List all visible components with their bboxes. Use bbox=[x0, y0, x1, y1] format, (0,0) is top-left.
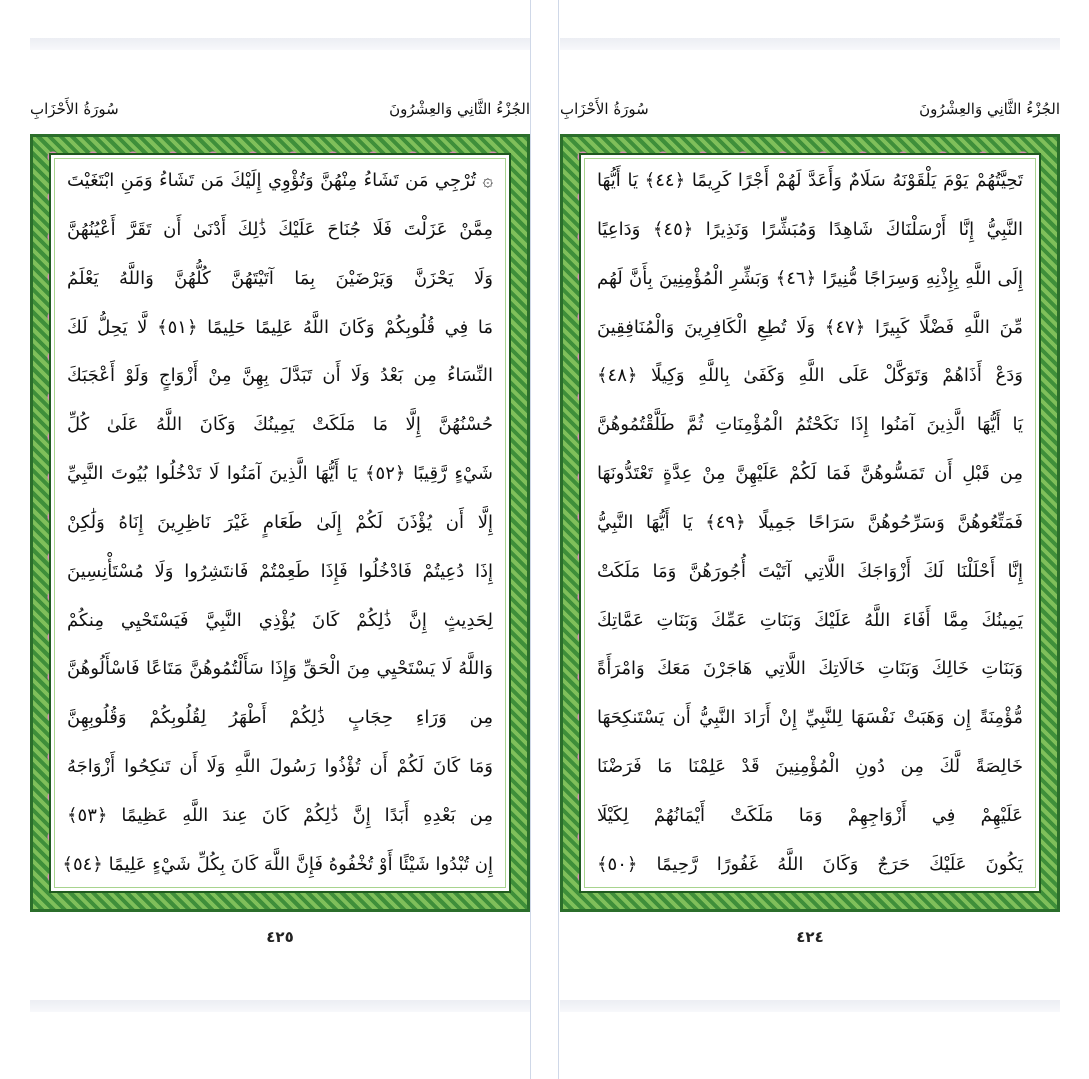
verse-line: يَكُونَ عَلَيْكَ حَرَجٌ وَكَانَ اللَّهُ غَفُورًا رَّحِيمًا ﴿٥٠﴾ bbox=[597, 853, 1023, 875]
verse-line: مِن قَبْلِ أَن تَمَسُّوهُنَّ فَمَا لَكُمْ عَلَيْهِنَّ مِنْ عِدَّةٍ تَعْتَدُّونَهَا bbox=[597, 463, 1023, 485]
verse-line: وَمَا كَانَ لَكُمْ أَن تُؤْذُوا رَسُولَ اللَّهِ وَلَا أَن تَنكِحُوا أَزْوَاجَهُ bbox=[67, 756, 493, 778]
verse-line: وَدَعْ أَذَاهُمْ وَتَوَكَّلْ عَلَى اللَّهِ وَكَفَىٰ بِاللَّهِ وَكِيلًا ﴿٤٨﴾ bbox=[597, 365, 1023, 387]
page-bottom-edge bbox=[30, 1000, 530, 1012]
surah-title: سُورَةُ الأَحْزَابِ bbox=[30, 100, 119, 118]
juz-title: الجُزْءُ الثَّانِي وَالعِشْرُونَ bbox=[389, 100, 530, 118]
verse-text-block bbox=[49, 153, 511, 893]
verse-line: ۞ تُرْجِي مَن تَشَاءُ مِنْهُنَّ وَتُؤْوِي إِلَيْكَ مَن تَشَاءُ وَمَنِ ابْتَغَيْتَ bbox=[67, 170, 493, 191]
verse-line: عَلَيْهِمْ فِي أَزْوَاجِهِمْ وَمَا مَلَكَتْ أَيْمَانُهُمْ لِكَيْلَا bbox=[597, 804, 1023, 826]
verse-line: وَلَا يَحْزَنَّ وَيَرْضَيْنَ بِمَا آتَيْتَهُنَّ كُلُّهُنَّ وَاللَّهُ يَعْلَمُ bbox=[67, 267, 493, 289]
verse-line: مِن بَعْدِهِ أَبَدًا إِنَّ ذَٰلِكُمْ كَانَ عِندَ اللَّهِ عَظِيمًا ﴿٥٣﴾ bbox=[67, 804, 493, 826]
verse-line: وَاللَّهُ لَا يَسْتَحْيِي مِنَ الْحَقِّ وَإِذَا سَأَلْتُمُوهُنَّ مَتَاعًا فَاسْأَلُوهُنَّ bbox=[67, 658, 493, 680]
verse-line: خَالِصَةً لَّكَ مِن دُونِ الْمُؤْمِنِينَ قَدْ عَلِمْنَا مَا فَرَضْنَا bbox=[597, 756, 1023, 778]
verse-text-block bbox=[579, 153, 1041, 893]
page-top-edge bbox=[560, 38, 1060, 50]
verse-line: النَّبِيُّ إِنَّا أَرْسَلْنَاكَ شَاهِدًا وَمُبَشِّرًا وَنَذِيرًا ﴿٤٥﴾ وَدَاعِيًا bbox=[597, 218, 1023, 240]
verse-line: مِمَّنْ عَزَلْتَ فَلَا جُنَاحَ عَلَيْكَ ذَٰلِكَ أَدْنَىٰ أَن تَقَرَّ أَعْيُنُهُنَّ bbox=[67, 218, 493, 240]
verse-line: إِذَا دُعِيتُمْ فَادْخُلُوا فَإِذَا طَعِمْتُمْ فَانتَشِرُوا وَلَا مُسْتَأْنِسِينَ bbox=[67, 560, 493, 582]
page-divider bbox=[530, 0, 531, 1079]
verse-line: مُّؤْمِنَةً إِن وَهَبَتْ نَفْسَهَا لِلنَّبِيِّ إِنْ أَرَادَ النَّبِيُّ أَن يَسْتَنكِحَهَا bbox=[597, 707, 1023, 729]
page-bottom-edge bbox=[560, 1000, 1060, 1012]
verse-line: لِحَدِيثٍ إِنَّ ذَٰلِكُمْ كَانَ يُؤْذِي النَّبِيَّ فَيَسْتَحْيِي مِنكُمْ bbox=[67, 609, 493, 631]
verse-line: يَا أَيُّهَا الَّذِينَ آمَنُوا إِذَا نَكَحْتُمُ الْمُؤْمِنَاتِ ثُمَّ طَلَّقْتُمُوهُنَّ bbox=[597, 414, 1023, 436]
juz-title: الجُزْءُ الثَّانِي وَالعِشْرُونَ bbox=[919, 100, 1060, 118]
page-divider bbox=[558, 0, 559, 1079]
page-number: ٤٢٥ bbox=[266, 928, 294, 946]
verse-line: مِن وَرَاءِ حِجَابٍ ذَٰلِكُمْ أَطْهَرُ لِقُلُوبِكُمْ وَقُلُوبِهِنَّ bbox=[67, 707, 493, 729]
ornamental-border bbox=[560, 134, 1060, 912]
verse-line: مِّنَ اللَّهِ فَضْلًا كَبِيرًا ﴿٤٧﴾ وَلَا تُطِعِ الْكَافِرِينَ وَالْمُنَافِقِينَ bbox=[597, 316, 1023, 338]
verse-line: تَحِيَّتُهُمْ يَوْمَ يَلْقَوْنَهُ سَلَامٌ وَأَعَدَّ لَهُمْ أَجْرًا كَرِيمًا ﴿٤٤﴾ يَا أَيُّهَا bbox=[597, 170, 1023, 191]
page-header bbox=[560, 100, 1060, 126]
verse-line: النِّسَاءُ مِن بَعْدُ وَلَا أَن تَبَدَّلَ بِهِنَّ مِنْ أَزْوَاجٍ وَلَوْ أَعْجَبَكَ bbox=[67, 365, 493, 387]
page-header bbox=[30, 100, 530, 126]
verse-line: إِلَّا أَن يُؤْذَنَ لَكُمْ إِلَىٰ طَعَامٍ غَيْرَ نَاظِرِينَ إِنَاهُ وَلَٰكِنْ bbox=[67, 511, 493, 533]
verse-line: إِلَى اللَّهِ بِإِذْنِهِ وَسِرَاجًا مُّنِيرًا ﴿٤٦﴾ وَبَشِّرِ الْمُؤْمِنِينَ بِأَنَّ لَهُم bbox=[597, 267, 1023, 289]
page-top-edge bbox=[30, 38, 530, 50]
verse-line: مَا فِي قُلُوبِكُمْ وَكَانَ اللَّهُ عَلِيمًا حَلِيمًا ﴿٥١﴾ لَّا يَحِلُّ لَكَ bbox=[67, 316, 493, 338]
page-number: ٤٢٤ bbox=[796, 928, 824, 946]
verse-line: فَمَتِّعُوهُنَّ وَسَرِّحُوهُنَّ سَرَاحًا جَمِيلًا ﴿٤٩﴾ يَا أَيُّهَا النَّبِيُّ bbox=[597, 511, 1023, 533]
quran-page-right bbox=[560, 38, 1060, 1048]
verse-line: وَبَنَاتِ خَالِكَ وَبَنَاتِ خَالَاتِكَ اللَّاتِي هَاجَرْنَ مَعَكَ وَامْرَأَةً bbox=[597, 658, 1023, 680]
surah-title: سُورَةُ الأَحْزَابِ bbox=[560, 100, 649, 118]
ornamental-border bbox=[30, 134, 530, 912]
quran-page-left bbox=[30, 38, 530, 1048]
verse-line: شَيْءٍ رَّقِيبًا ﴿٥٢﴾ يَا أَيُّهَا الَّذِينَ آمَنُوا لَا تَدْخُلُوا بُيُوتَ النَّبِيِّ bbox=[67, 463, 493, 485]
verse-line: يَمِينُكَ مِمَّا أَفَاءَ اللَّهُ عَلَيْكَ وَبَنَاتِ عَمِّكَ وَبَنَاتِ عَمَّاتِكَ bbox=[597, 609, 1023, 631]
verse-line: حُسْنُهُنَّ إِلَّا مَا مَلَكَتْ يَمِينُكَ وَكَانَ اللَّهُ عَلَىٰ كُلِّ bbox=[67, 414, 493, 436]
verse-line: إِن تُبْدُوا شَيْئًا أَوْ تُخْفُوهُ فَإِنَّ اللَّهَ كَانَ بِكُلِّ شَيْءٍ عَلِيمًا ﴿٥٤﴾ bbox=[62, 853, 493, 875]
verse-line: إِنَّا أَحْلَلْنَا لَكَ أَزْوَاجَكَ اللَّاتِي آتَيْتَ أُجُورَهُنَّ وَمَا مَلَكَتْ bbox=[597, 560, 1023, 582]
